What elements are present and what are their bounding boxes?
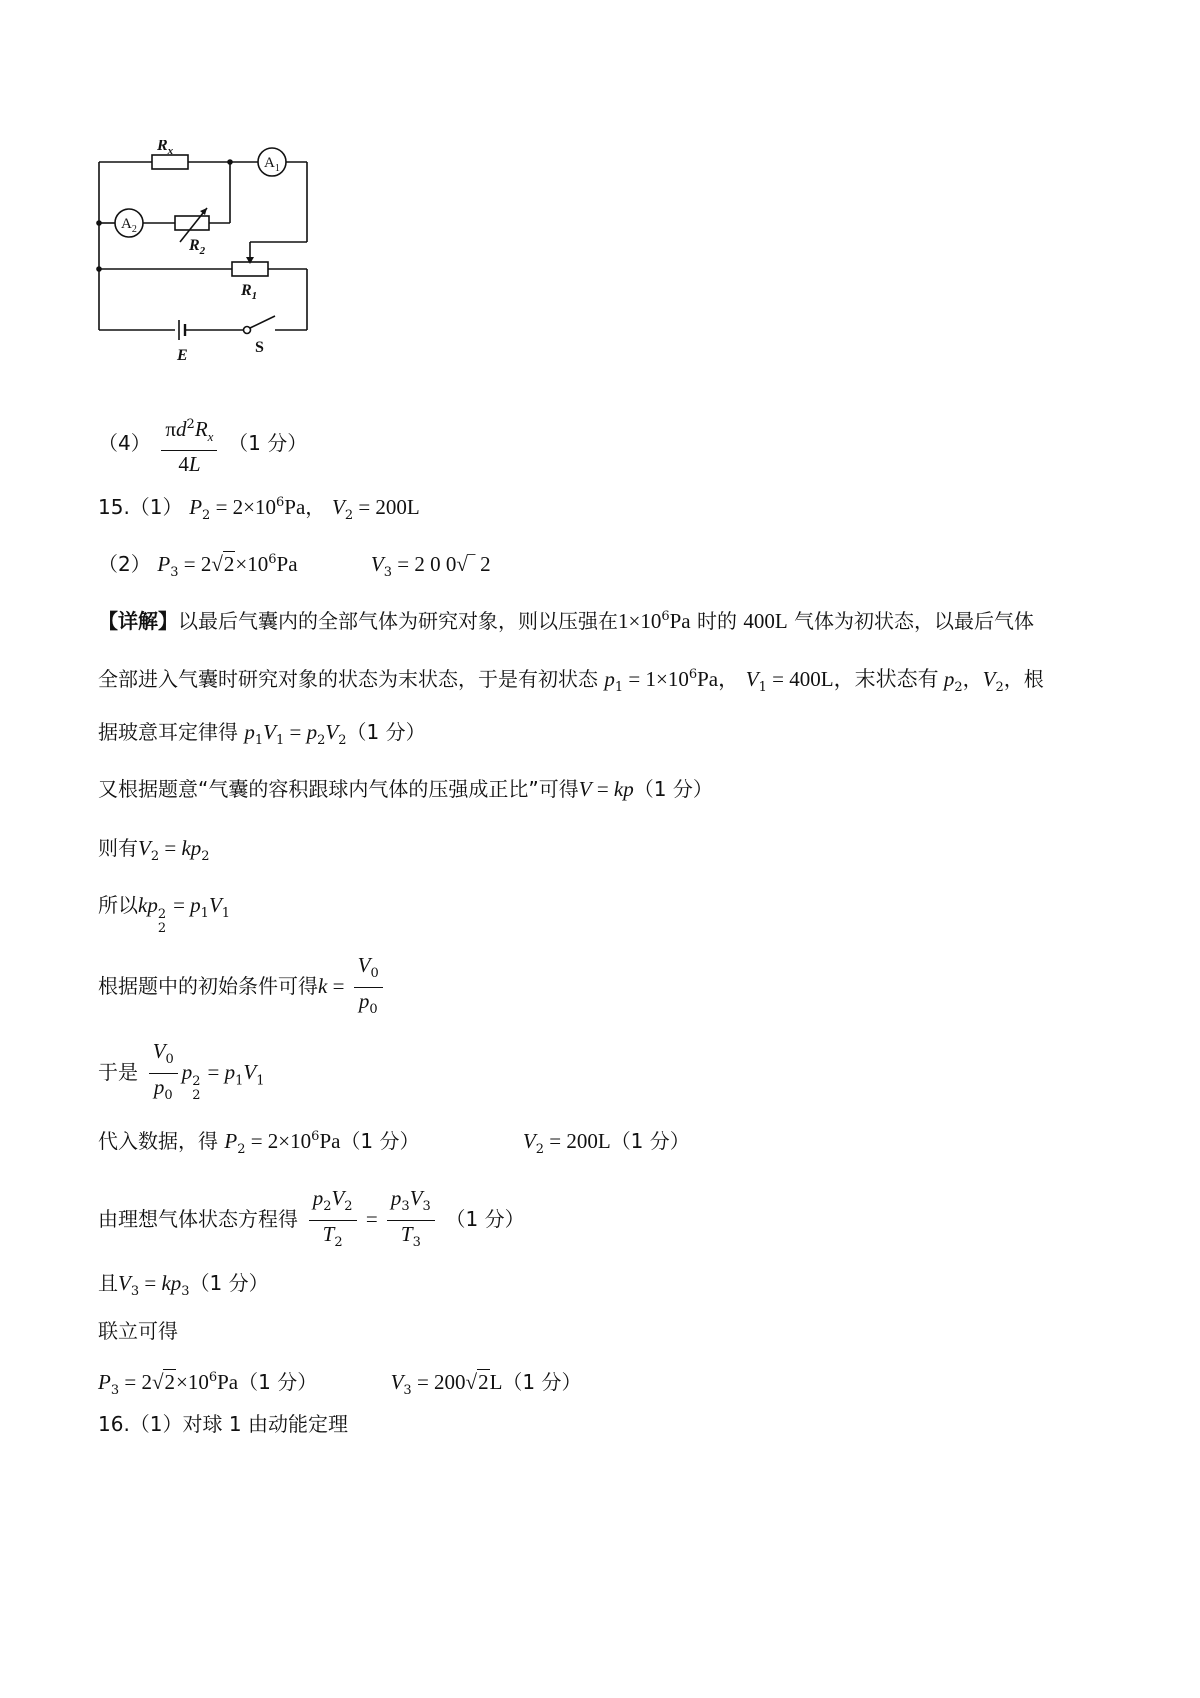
detail-line-5: 则有$V_2 = kp_2$ [98, 836, 210, 865]
svg-text:A2: $A_2$ [121, 216, 137, 235]
svg-text:Rx: $R_x$ [157, 140, 174, 157]
svg-text:R2: $R_2$ [189, 237, 206, 257]
q16-part1: 16.（1）对球 1 由动能定理 [98, 1412, 348, 1436]
fraction-state-3: $\frac{p_3V_3}{T_3}$ [387, 1185, 435, 1256]
fraction-state-2: $\frac{p_2V_2}{T_2}$ [309, 1185, 357, 1256]
detail-line-7: 根据题中的初始条件可得k = $\frac{V_0}{p_0}$ [98, 952, 387, 1023]
detail-line-3: 据玻意耳定律得 $p_1V_1 = p_2V_2(1$ 分） [98, 720, 426, 749]
resistor-rx [152, 155, 188, 169]
svg-text:S: S [255, 339, 264, 356]
detail-line-1: 【详解】以最后气囊内的全部气体为研究对象，则以压强在$1\times 10^6Pa$ 时的 400L 气体为初状态，以最后气体 [98, 609, 1035, 633]
q15-part1: 15.（1） $P_2 = 2\times 10^6Pa$， $V_2 = 200L$ [98, 495, 420, 524]
q14-part4: （4） $\frac{\pi d^2R_x}{4L}$ （1 分） [98, 412, 307, 477]
detail-line-12: 联立可得 [98, 1319, 178, 1343]
detail-line-8: 于是 $\frac{V_0}{p_0}$ p 2 2 = $p_1V_1$ [98, 1038, 265, 1109]
slide-rheostat-r1 [232, 262, 268, 276]
svg-text:A1: $A_1$ [264, 155, 280, 174]
switch-s [244, 327, 251, 334]
detail-line-6: 所以kp 2 2 = $p_1V_1$ [98, 893, 231, 936]
detail-line-13: $P_3 = 2√2\times 10^6Pa(1$ 分） $V_3 = 200√2L(1$ 分） [98, 1370, 582, 1399]
svg-text:E: E [177, 347, 188, 364]
q15-part2: （2） $P_3 = 2√2\times 10^6Pa$ $V_3 = 2$ 0 0√‾ 2 [98, 552, 491, 581]
fraction-k: $\frac{V_0}{p_0}$ [354, 952, 383, 1023]
detail-line-4: 又根据题意“气囊的容积跟球内气体的压强成正比”可得V = kp（1 分） [98, 777, 713, 801]
fraction-v0-p0: $\frac{V_0}{p_0}$ [149, 1038, 178, 1109]
circuit-diagram [95, 140, 355, 380]
detail-line-2: 全部进入气囊时研究对象的状态为末状态，于是有初状态 $p_1 = 1\times 10^6Pa$， $V_1 = 400L$，末状态有 $p_2$，$V_2$，根 [98, 667, 1044, 696]
fraction-resistivity: $\frac{\pi d^2R_x}{4L}$ [161, 412, 217, 477]
detail-line-9: 代入数据，得 $P_2 = 2\times 10^6Pa(1$ 分） $V_2 = 200L(1$ 分） [98, 1129, 690, 1158]
detail-line-11: 且$V_3 = kp_3(1$ 分） [98, 1271, 269, 1300]
detail-line-10: 由理想气体状态方程得 $\frac{p_2V_2}{T_2}$ = $\frac{p_3V_3}{T_3}$ （1 分） [98, 1185, 525, 1256]
svg-text:R1: $R_1$ [241, 282, 258, 302]
